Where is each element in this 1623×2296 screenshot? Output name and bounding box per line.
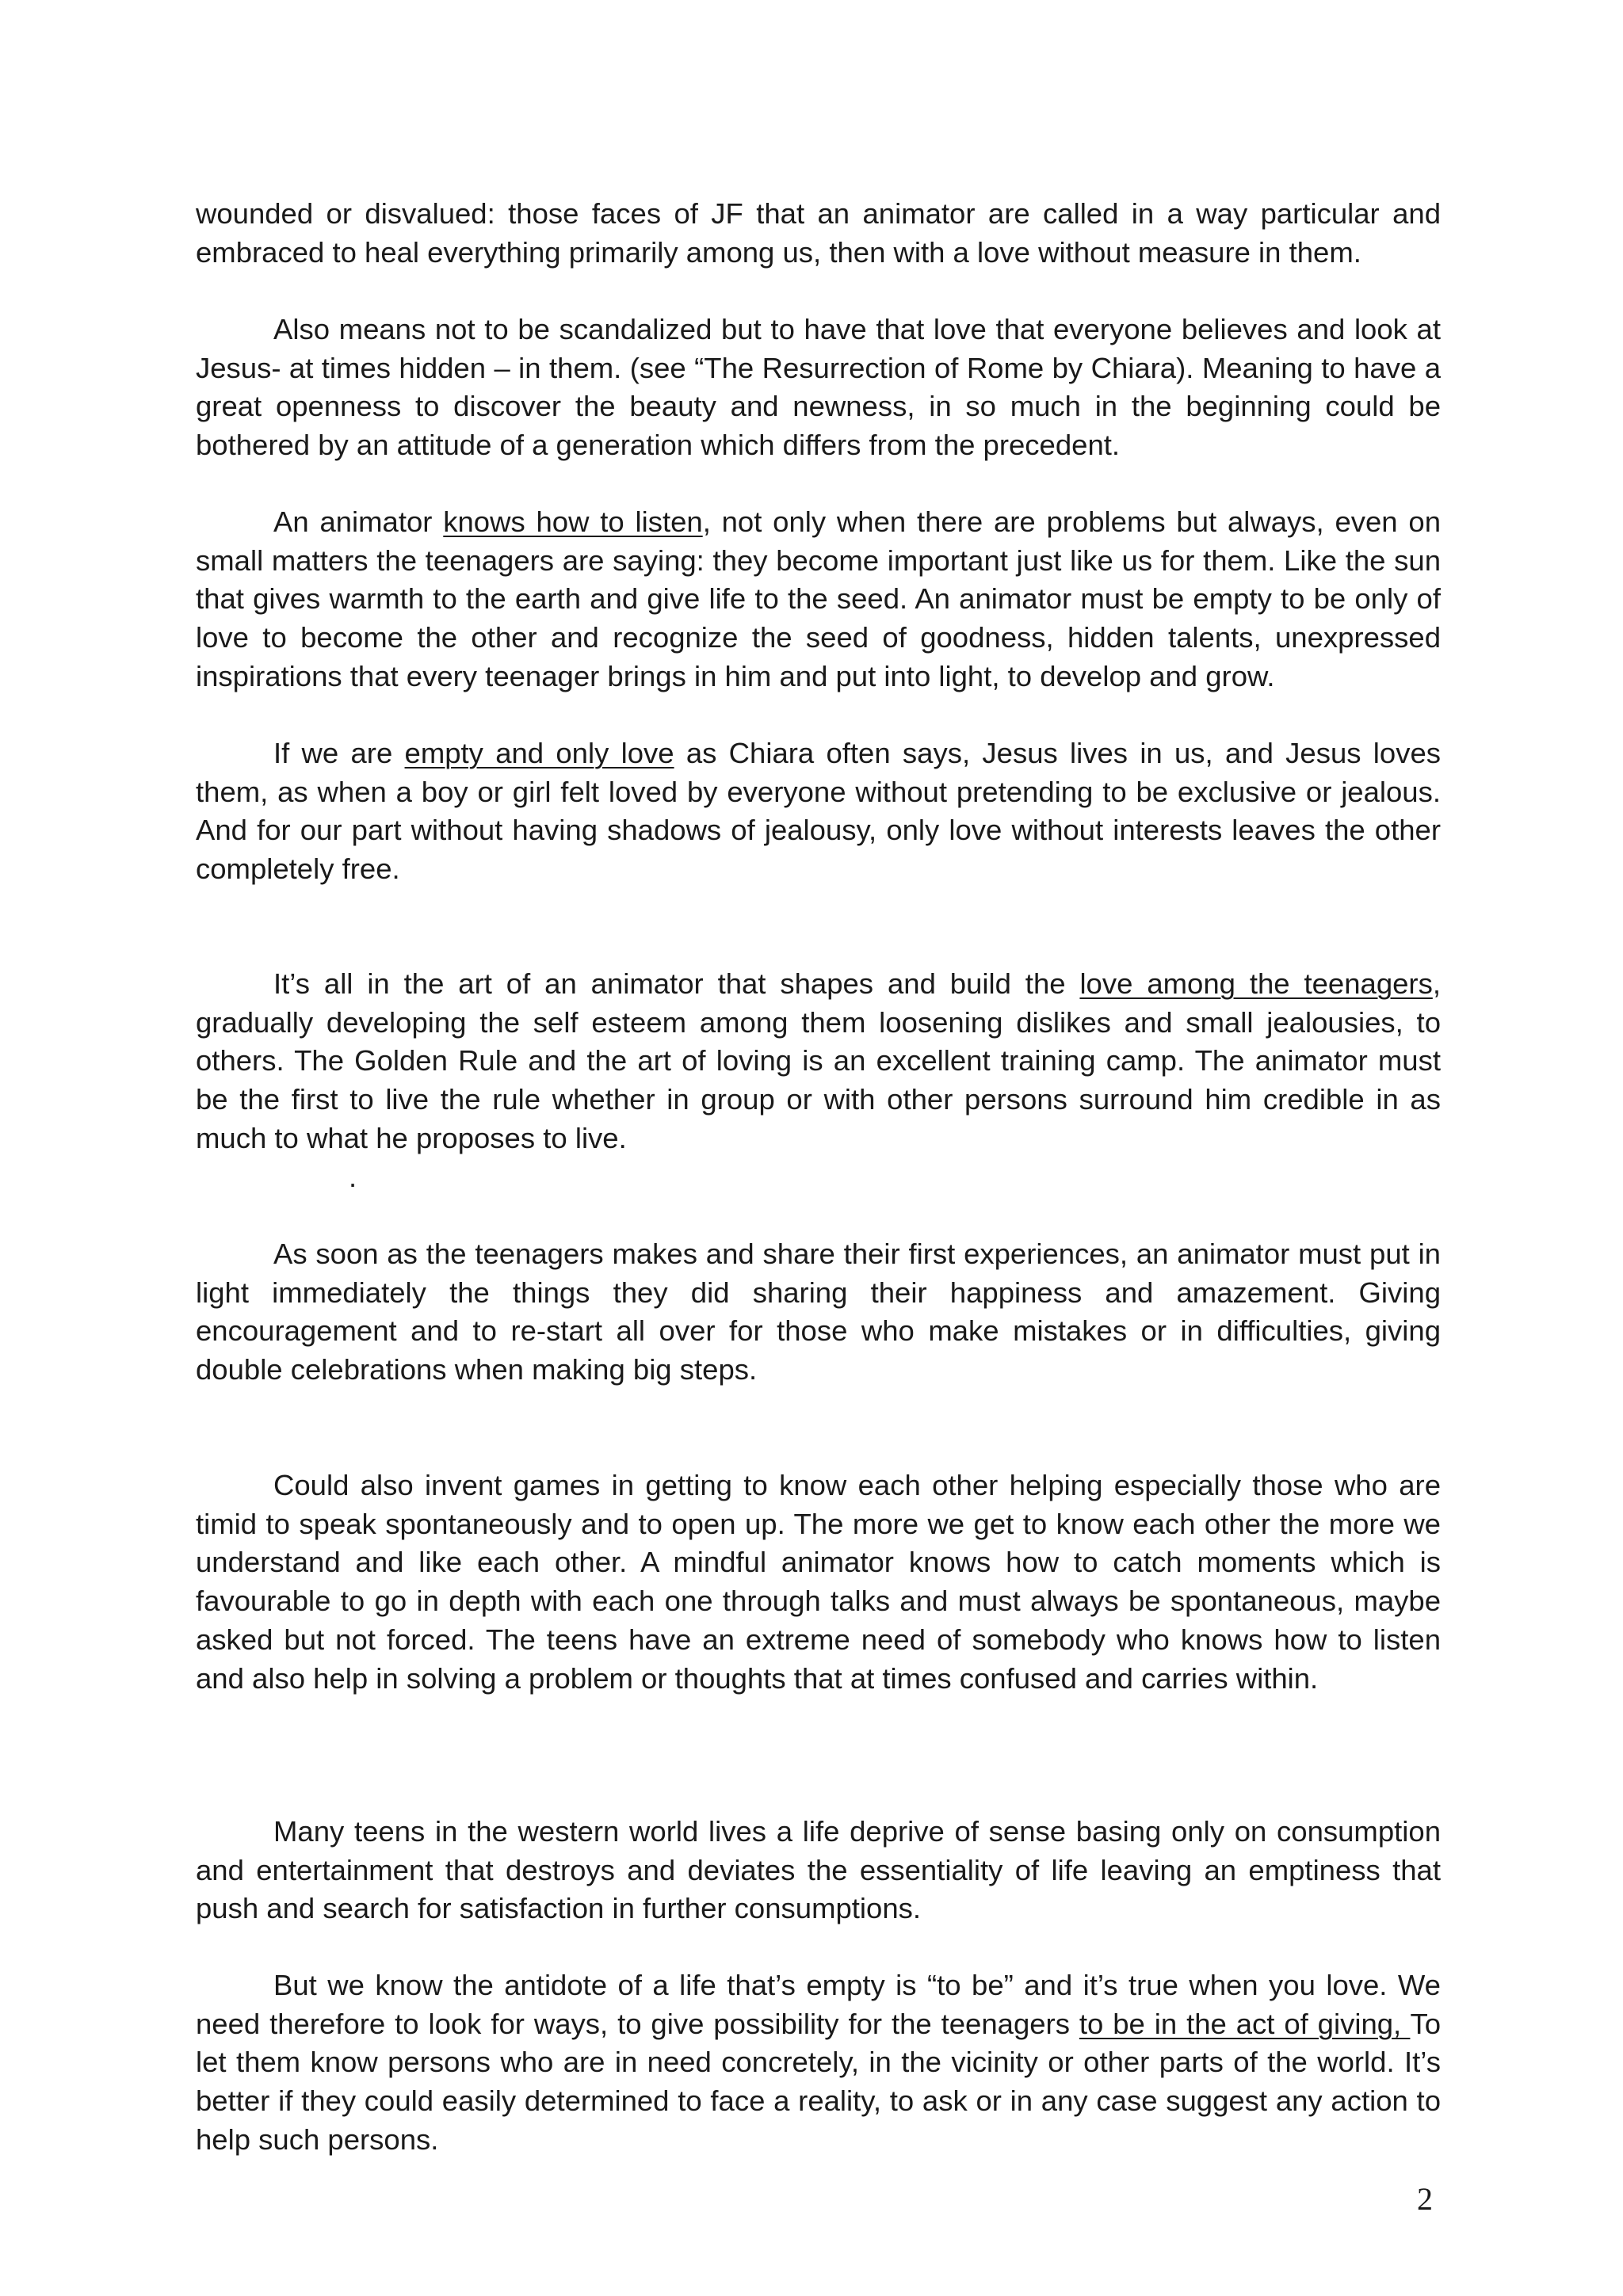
paragraph-4-text-before: If we are [273,737,405,769]
paragraph-3 [196,503,1441,696]
stray-period: . [349,1161,357,1193]
underlined-phrase-empty-and-only-love: empty and only love [404,737,674,769]
paragraph-5 [196,965,1441,1158]
page-number: 2 [1417,2181,1433,2217]
paragraph-7 [196,1466,1441,1698]
paragraph-6 [196,1235,1441,1390]
paragraph-8 [196,1813,1441,1928]
paragraph-2 [196,311,1441,465]
paragraph-5-text-after: , gradually developing the self esteem among them loosening dislikes and small jealousies, to others. The Golden Rule and the art of loving is an excellent training camp. The animator must be the first to live the rule whether in group or with other persons surround him credible in as much to what he proposes to live. [196,967,1441,1154]
underlined-phrase-love-among-the-teenagers: love among the teenagers [1079,967,1433,1000]
paragraph-9-text-before: But we know the antidote of a life that’s empty is “to be” and it’s true when you love. We need therefore to look for ways, to give possibility for the teenagers [196,1969,1441,2040]
paragraph-3-text-before: An animator [273,505,444,538]
paragraph-8-text: Many teens in the western world lives a life deprive of sense basing only on consumption and entertainment that destroys and deviates the essentiality of life leaving an emptiness that push and search for satisfaction in further consumptions. [196,1815,1441,1925]
paragraph-4-text-after: as Chiara often says, Jesus lives in us, and Jesus loves them, as when a boy or girl felt loved by everyone without pretending to be exclusive or jealous. And for our part without having shadows of jealousy, only love without interests leaves the other completely free. [196,737,1441,886]
underlined-phrase-knows-how-to-listen: knows how to listen [443,505,703,538]
paragraph-2-text: Also means not to be scandalized but to have that love that everyone believes and look at Jesus- at times hidden – in them. (see “The Resurrection of Rome by Chiara). Meaning to have a great openness to discover the beauty and newness, in so much in the beginning could be bothered by an attitude of a generation which differs from the precedent. [196,313,1441,462]
paragraph-9 [196,1966,1441,2160]
paragraph-1 [196,195,1441,272]
underlined-phrase-to-be-in-the-act-of-giving: to be in the act of giving, [1079,2007,1411,2040]
paragraph-9-text-after: To let them know persons who are in need concretely, in the vicinity or other parts of the world. It’s better if they could easily determined to face a reality, to ask or in any case suggest any action to help such persons. [196,2007,1442,2156]
paragraph-6-text: As soon as the teenagers makes and share their first experiences, an animator must put in light immediately the things they did sharing their happiness and amazement. Giving encouragement and to re-start all over for those who make mistakes or in difficulties, giving double celebrations when making big steps. [196,1238,1441,1386]
paragraph-1-text: wounded or disvalued: those faces of JF that an animator are called in a way particular and embraced to heal everything primarily among us, then with a love without measure in them. [196,197,1441,269]
paragraph-5-text-before: It’s all in the art of an animator that shapes and build the [273,967,1080,1000]
paragraph-7-text: Could also invent games in getting to know each other helping especially those who are timid to speak spontaneously and to open up. The more we get to know each other the more we understand and like each other. A mindful animator knows how to catch moments which is favourable to go in depth with each one through talks and must always be spontaneous, maybe asked but not forced. The teens have an extreme need of somebody who knows how to listen and also help in solving a problem or thoughts that at times confused and carries within. [196,1469,1441,1695]
paragraph-3-text-after: , not only when there are problems but always, even on small matters the teenagers are saying: they become important just like us for them. Like the sun that gives warmth to the earth and give life to the seed. An animator must be empty to be only of love to become the other and recognize the seed of goodness, hidden talents, unexpressed inspirations that every teenager brings in him and put into light, to develop and grow. [196,505,1441,692]
paragraph-4 [196,734,1441,889]
